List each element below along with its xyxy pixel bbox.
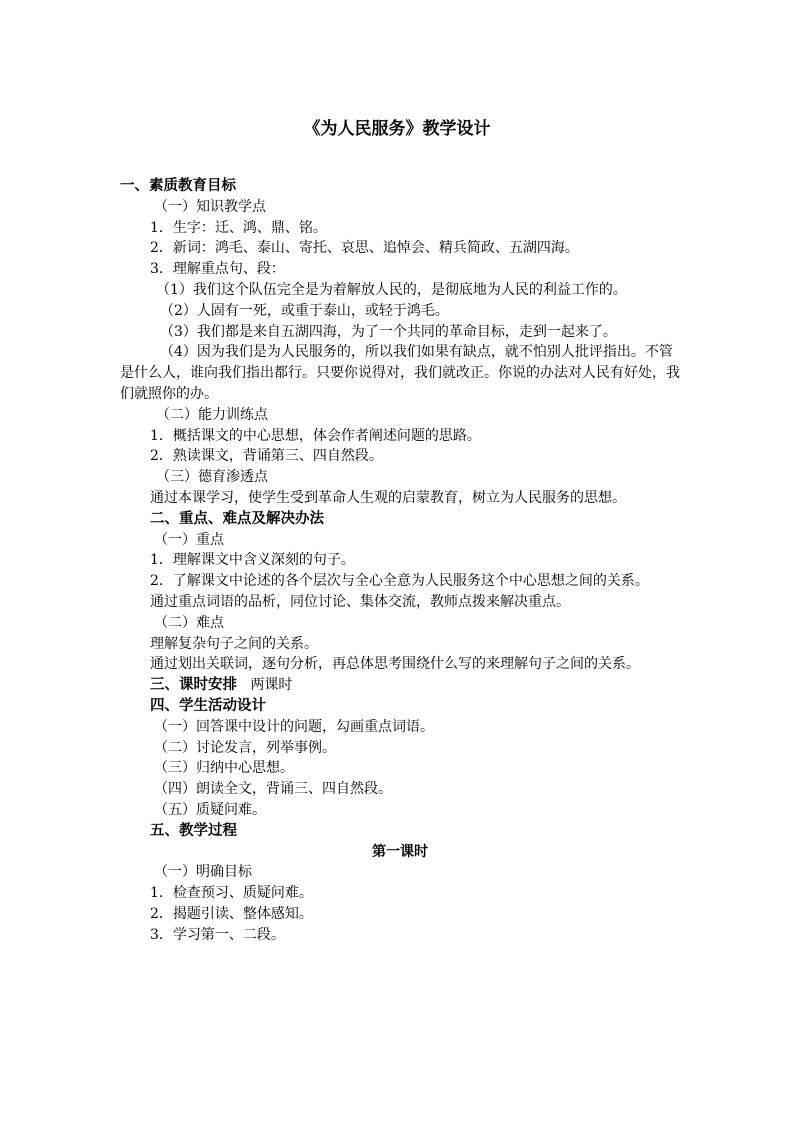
section-2-sub-1: （一）重点 xyxy=(154,531,224,548)
list-item: 1．概括课文的中心思想，体会作者阐述问题的思路。 xyxy=(150,427,481,444)
list-item: 2．新词：鸿毛、泰山、寄托、哀思、追悼会、精兵简政、五湖四海。 xyxy=(150,240,579,257)
section-1-sub-3: （三）德育渗透点 xyxy=(156,469,268,486)
paragraph: 通过划出关联词，逐句分析，再总体思考围绕什么写的来理解句子之间的关系。 xyxy=(150,656,640,673)
list-item: 1．生字：迁、鸿、鼎、铭。 xyxy=(150,219,327,236)
section-1-sub-2: （二）能力训练点 xyxy=(156,406,268,423)
section-3-heading: 三、课时安排 xyxy=(150,676,237,694)
list-item: 2．揭题引读、整体感知。 xyxy=(150,905,313,922)
section-5-heading: 五、教学过程 xyxy=(150,821,237,839)
list-item: 3．学习第一、二段。 xyxy=(150,926,285,943)
paragraph: 理解复杂句子之间的关系。 xyxy=(150,635,318,652)
list-item: 3．理解重点句、段： xyxy=(150,261,285,278)
key-sentence-3: （3）我们都是来自五湖四海，为了一个共同的革命目标，走到一起来了。 xyxy=(160,323,617,340)
section-4-heading: 四、学生活动设计 xyxy=(150,696,266,714)
lesson-heading: 第一课时 xyxy=(372,843,428,860)
moral-paragraph: 通过本课学习，使学生受到革命人生观的启蒙教育，树立为人民服务的思想。 xyxy=(150,489,626,506)
list-item: （二）讨论发言，列举事例。 xyxy=(154,739,336,756)
list-item: 1．检查预习、质疑问难。 xyxy=(150,885,313,902)
section-3-value: 两课时 xyxy=(250,677,293,694)
list-item: （三）归纳中心思想。 xyxy=(154,760,294,777)
document-body xyxy=(120,176,680,945)
list-item: 2．了解课文中论述的各个层次与全心全意为人民服务这个中心思想之间的关系。 xyxy=(150,573,649,590)
paragraph: 通过重点词语的品析，同位讨论、集体交流，教师点拨来解决重点。 xyxy=(150,593,570,610)
list-item: （一）回答课中设计的问题，勾画重点词语。 xyxy=(154,718,434,735)
list-item: 2．熟读课文，背诵第三、四自然段。 xyxy=(150,448,383,465)
list-item: 1．理解课文中含义深刻的句子。 xyxy=(150,552,355,569)
section-2-sub-2: （二）难点 xyxy=(154,614,224,631)
section-2-heading: 二、重点、难点及解决办法 xyxy=(150,509,324,527)
key-sentence-4: （4）因为我们是为人民服务的，所以我们如果有缺点，就不怕别人批评指出。不管是什么人，谁向我们指出都行。只要你说得对，我们就改正。你说的办法对人民有好处，我们就照你的办。 xyxy=(120,344,680,402)
document-title: 《为人民服务》教学设计 xyxy=(303,119,491,139)
list-item: （四）朗读全文，背诵三、四自然段。 xyxy=(154,781,392,798)
section-3-row xyxy=(120,675,680,696)
section-5-sub-1: （一）明确目标 xyxy=(154,864,252,881)
list-item: （五）质疑问难。 xyxy=(154,801,266,818)
key-sentence-1: （1）我们这个队伍完全是为着解放人民的，是彻底地为人民的利益工作的。 xyxy=(156,281,627,298)
section-1-heading: 一、素质教育目标 xyxy=(120,177,236,194)
section-1-sub-1: （一）知识教学点 xyxy=(154,198,266,215)
key-sentence-2: （2）人固有一死，或重于泰山，或轻于鸿毛。 xyxy=(160,302,449,319)
